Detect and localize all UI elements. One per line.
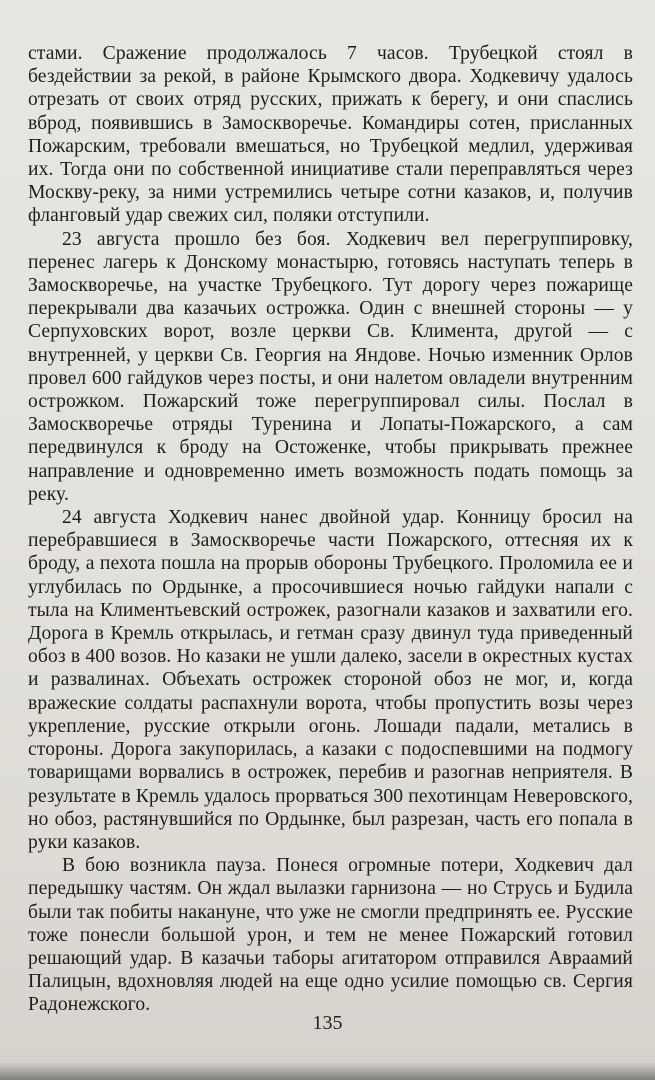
paragraph-1: стами. Сражение продолжалось 7 часов. Трубецкой стоял в бездействии за рекой, в районе Крымского двора. Ходкевичу удалось отрезать от своих отряд русских, прижать к берегу, и они спаслись вброд, появившись в Замоскворечье. Командиры сотен, присланных Пожарским, требовали вмешаться, но Трубецкой медлил, удерживая их. Тогда они по собственной инициативе стали переправляться через Москву-реку, за ними устремились четыре сотни казаков, и, получив фланговый удар свежих сил, поляки отступили.	[28, 43, 633, 227]
body-text	[28, 42, 633, 1017]
paragraph-3: 24 августа Ходкевич нанес двойной удар. Конницу бросил на перебравшиеся в Замоскворечье части Пожарского, оттесняя их к броду, а пехота пошла на прорыв обороны Трубецкого. Проломила ее и углубилась по Ордынке, а просочившиеся ночью гайдуки напали с тыла на Климентьевский острожек, разогнали казаков и захватили его. Дорога в Кремль открылась, и гетман сразу двинул туда приведенный обоз в 400 возов. Но казаки не ушли далеко, засели в окрестных кустах и развалинах. Объехать острожек стороной обоз не мог, и, когда вражеские солдаты распахнули ворота, чтобы пропустить возы через укрепление, русские открыли огонь. Лошади падали, метались в стороны. Дорога закупорилась, а казаки с подоспевшими на подмогу товарищами ворвались в острожек, перебив и разогнав неприятеля. В результате в Кремль удалось прорваться 300 пехотинцам Неверовского, но обоз, растянувшийся по Ордынке, был разрезан, часть его попала в руки казаков.	[28, 507, 633, 853]
paragraph-4: В бою возникла пауза. Понеся огромные потери, Ходкевич дал передышку частям. Он ждал вылазки гарнизона — но Струсь и Будила были так побиты накануне, что уже не смогли предпринять ее. Русские тоже понесли большой урон, и тем не менее Пожарский готовил решающий удар. В казачьи таборы агитатором отправился Авраамий Палицын, вдохновляя людей на еще одно усилие помощью св. Сергия Радонежского.	[28, 855, 633, 1016]
paragraph-2: 23 августа прошло без боя. Ходкевич вел перегруппировку, перенес лагерь к Донскому монастырю, готовясь наступать теперь в Замоскворечье, на участке Трубецкого. Тут дорогу через пожарище перекрывали два казачьих острожка. Один с внешней стороны — у Серпуховских ворот, возле церкви Св. Климента, другой — с внутренней, у церкви Св. Георгия на Яндове. Ночью изменник Орлов провел 600 гайдуков через посты, и они налетом овладели внутренним острожком. Пожарский тоже перегруппировал силы. Послал в Замоскворечье отряды Туренина и Лопаты-Пожарского, а сам передвинулся к броду на Остоженке, чтобы прикрывать прежнее направление и одновременно иметь возможность подать помощь за реку.	[28, 228, 633, 505]
page-bottom-shadow	[0, 1062, 655, 1080]
page-number: 135	[312, 1012, 343, 1034]
